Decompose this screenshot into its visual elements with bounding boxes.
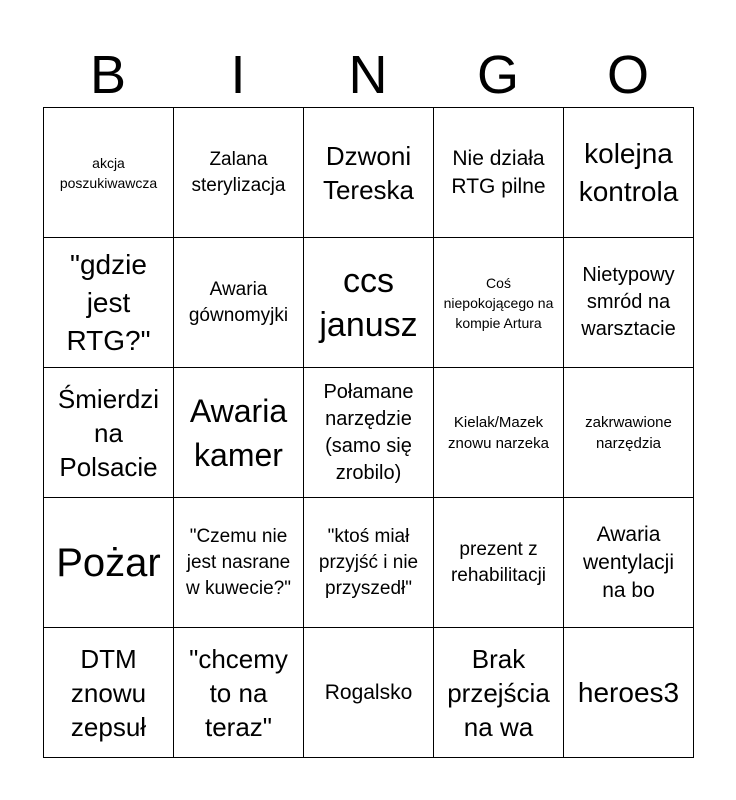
header-letter-o: O — [606, 45, 649, 105]
bingo-cell[interactable]: "chcemy to na teraz" — [174, 628, 304, 758]
bingo-cell[interactable]: Dzwoni Tereska — [304, 108, 434, 238]
bingo-cell[interactable]: Śmierdzi na Polsacie — [44, 368, 174, 498]
bingo-cell[interactable]: Coś niepokojącego na kompie Artura — [434, 238, 564, 368]
header-letter-n: N — [348, 45, 388, 105]
bingo-board — [43, 107, 694, 758]
header-letter-g: G — [476, 45, 519, 105]
bingo-cell[interactable]: Rogalsko — [304, 628, 434, 758]
bingo-cell[interactable]: Brak przejścia na wa — [434, 628, 564, 758]
bingo-cell[interactable]: heroes3 — [564, 628, 694, 758]
bingo-cell[interactable]: Awaria kamer — [174, 368, 304, 498]
bingo-cell[interactable]: Zalana sterylizacja — [174, 108, 304, 238]
bingo-cell[interactable]: "Czemu nie jest nasrane w kuwecie?" — [174, 498, 304, 628]
bingo-cell[interactable]: "ktoś miał przyjść i nie przyszedł" — [304, 498, 434, 628]
bingo-cell[interactable]: Nie działa RTG pilne — [434, 108, 564, 238]
bingo-cell[interactable]: Połamane narzędzie (samo się zrobilo) — [304, 368, 434, 498]
bingo-cell[interactable]: ccs janusz — [304, 238, 434, 368]
bingo-cell[interactable]: "gdzie jest RTG?" — [44, 238, 174, 368]
bingo-cell[interactable]: Nietypowy smród na warsztacie — [564, 238, 694, 368]
bingo-cell[interactable]: kolejna kontrola — [564, 108, 694, 238]
header-letter-b: B — [89, 45, 127, 105]
bingo-cell[interactable]: Kielak/Mazek znowu narzeka — [434, 368, 564, 498]
bingo-cell[interactable]: DTM znowu zepsuł — [44, 628, 174, 758]
bingo-header — [43, 40, 693, 108]
bingo-cell[interactable]: zakrwawione narzędzia — [564, 368, 694, 498]
bingo-cell[interactable]: Pożar — [44, 498, 174, 628]
header-letter-i: I — [230, 45, 246, 105]
bingo-cell[interactable]: Awaria wentylacji na bo — [564, 498, 694, 628]
bingo-cell[interactable]: prezent z rehabilitacji — [434, 498, 564, 628]
bingo-cell[interactable]: akcja poszukiwawcza — [44, 108, 174, 238]
bingo-cell[interactable]: Awaria gównomyjki — [174, 238, 304, 368]
